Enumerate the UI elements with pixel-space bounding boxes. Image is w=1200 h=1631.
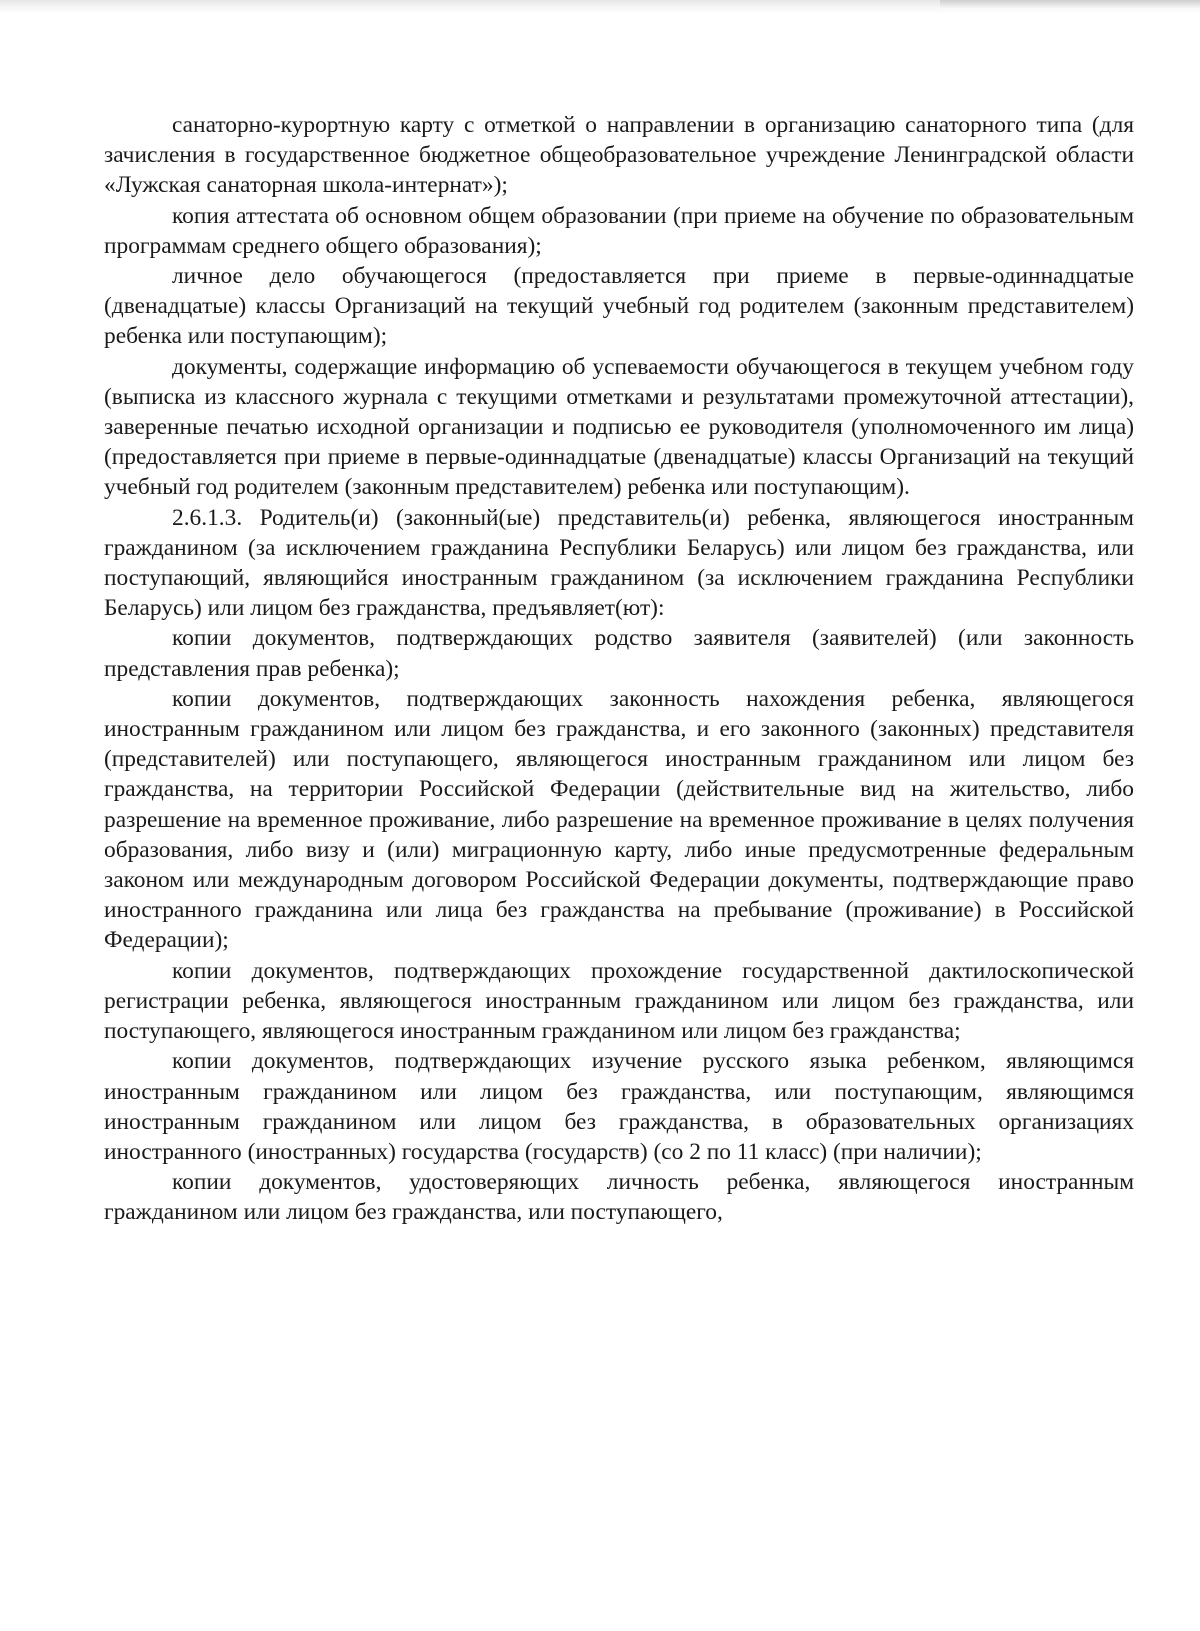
document-page xyxy=(104,110,1134,1228)
paragraph-kinship-documents: копии документов, подтверждающих родство заявителя (заявителей) (или законность представления прав ребенка); xyxy=(104,625,1134,682)
scan-edge-shadow-right xyxy=(940,0,1200,10)
paragraph-sanatorium-card: санаторно-курортную карту с отметкой о направлении в организацию санаторного типа (для зачисления в государственное бюджетное общеобразовательное учреждение Ленинградской области «Лужская санаторная школа-интернат»); xyxy=(104,112,1134,199)
paragraph-personal-file: личное дело обучающегося (предоставляется при приеме в первые-одиннадцатые (двенадцатые) классы Организаций на текущий учебный год родителем (законным представителем) ребенка или поступающим); xyxy=(104,263,1134,350)
paragraph-section-2-6-1-3: 2.6.1.3. Родитель(и) (законный(ые) представитель(и) ребенка, являющегося иностранным гражданином (за исключением гражданина Республики Беларусь) или лицом без гражданства, или поступающий, являющийся иностранным гражданином (за исключением гражданина Республики Беларусь) или лицом без гражданства, предъявляет(ют): xyxy=(104,504,1134,622)
paragraph-russian-language-study: копии документов, подтверждающих изучение русского языка ребенком, являющимся иностранным гражданином или лицом без гражданства, или поступающим, являющимся иностранным гражданином или лицом без гражданства, в образовательных организациях иностранного (иностранных) государства (государств) (со 2 по 11 класс) (при наличии); xyxy=(104,1048,1134,1165)
paragraph-fingerprint-registration: копии документов, подтверждающих прохождение государственной дактилоскопической регистрации ребенка, являющегося иностранным гражданином или лицом без гражданства, или поступающего, являющегося иностранным гражданином или лицом без гражданства; xyxy=(104,957,1134,1045)
paragraph-certificate-copy: копия аттестата об основном общем образовании (при приеме на обучение по образовательным программам среднего общего образования); xyxy=(104,202,1134,259)
paragraph-academic-performance: документы, содержащие информацию об успеваемости обучающегося в текущем учебном году (выписка из классного журнала с текущими отметками и результатами промежуточной аттестации), заверенные печатью исходной организации и подписью ее руководителя (уполномоченного им лица) (предоставляется при приеме в первые-одиннадцатые (двенадцатые) классы Организаций на текущий учебный год родителем (законным представителем) ребенка или поступающим). xyxy=(104,353,1134,501)
paragraph-identity-documents: копии документов, удостоверяющих личность ребенка, являющегося иностранным гражданином или лицом без гражданства, или поступающего, xyxy=(104,1169,1134,1226)
paragraph-legal-stay-documents: копии документов, подтверждающих законность нахождения ребенка, являющегося иностранным гражданином или лицом без гражданства, и его законного (законных) представителя (представителей) или поступающего, являющегося иностранным гражданином или лицом без гражданства, на территории Российской Федерации (действительные вид на жительство, либо разрешение на временное проживание, либо разрешение на временное проживание в целях получения образования, либо визу и (или) миграционную карту, либо иные предусмотренные федеральным законом или международным договором Российской Федерации документы, подтверждающие право иностранного гражданина или лица без гражданства на пребывание (проживание) в Российской Федерации); xyxy=(104,685,1134,954)
